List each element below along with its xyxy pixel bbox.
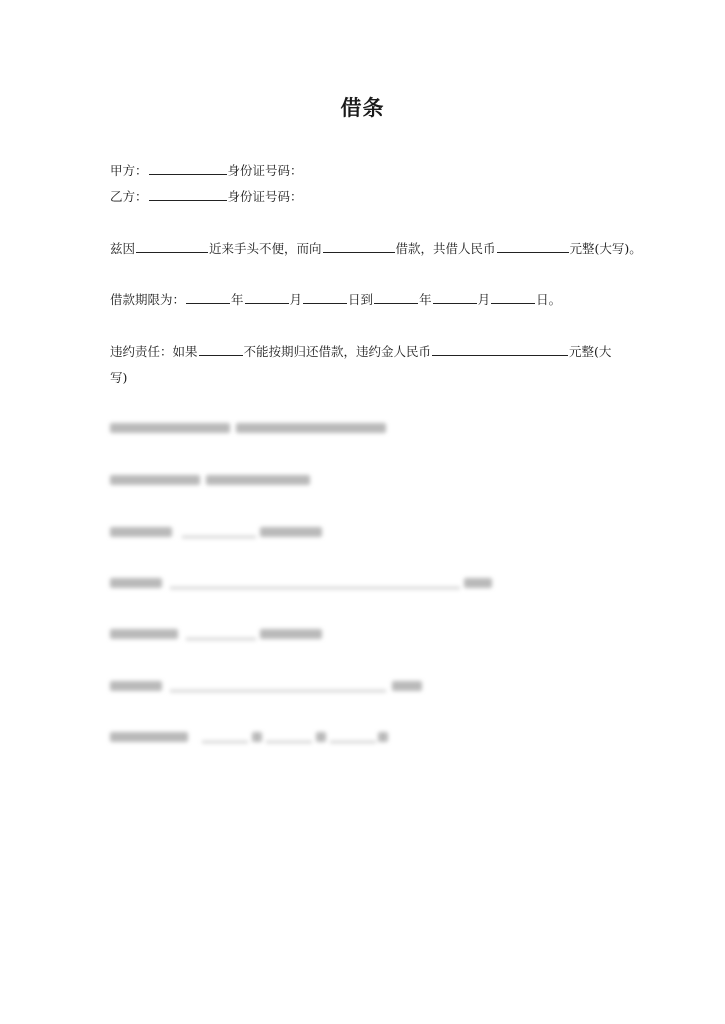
period-end-month-blank[interactable] <box>433 291 477 304</box>
liability-text-2: 不能按期归还借款，违约金人民币 <box>243 344 432 359</box>
reason-text-4: 元整(大写)。 <box>569 241 642 256</box>
period-end-year-blank[interactable] <box>374 291 418 304</box>
liability-wrap-line: 写) <box>110 370 128 385</box>
liability-text-1: 违约责任：如果 <box>110 344 198 359</box>
reason-lender-blank[interactable] <box>323 240 395 253</box>
reason-amount-blank[interactable] <box>497 240 569 253</box>
redacted-line-2 <box>110 472 310 488</box>
period-start-year-blank[interactable] <box>186 291 230 304</box>
redacted-line-1 <box>110 420 390 436</box>
redacted-line-7 <box>110 729 390 745</box>
document-title: 借条 <box>340 95 385 120</box>
reason-text-1: 兹因 <box>110 241 136 256</box>
period-label: 借款期限为： <box>110 292 186 307</box>
party-a-line <box>110 162 303 179</box>
redacted-line-3 <box>110 524 325 540</box>
party-a-name-blank[interactable] <box>149 162 227 175</box>
period-end-day-blank[interactable] <box>491 291 535 304</box>
period-year-text: 年 <box>231 292 244 307</box>
party-a-id-label: 身份证号码： <box>227 163 303 178</box>
period-start-day-blank[interactable] <box>303 291 347 304</box>
liability-amount-blank[interactable] <box>432 343 568 356</box>
period-line <box>110 291 561 308</box>
party-b-line <box>110 188 303 205</box>
reason-line <box>110 240 642 257</box>
period-year2-text: 年 <box>419 292 432 307</box>
period-month-text: 月 <box>289 292 303 307</box>
redacted-line-6 <box>110 678 425 694</box>
period-start-month-blank[interactable] <box>245 291 289 304</box>
period-day-to-text: 日到 <box>348 292 374 307</box>
reason-borrower-blank[interactable] <box>136 240 208 253</box>
period-month2-text: 月 <box>477 292 491 307</box>
liability-line <box>110 343 611 360</box>
liability-party-blank[interactable] <box>199 343 243 356</box>
party-b-id-label: 身份证号码： <box>227 189 303 204</box>
party-a-label: 甲方： <box>110 163 148 178</box>
liability-text-3: 元整(大 <box>569 344 612 359</box>
redacted-line-5 <box>110 626 325 642</box>
redacted-line-4 <box>110 575 495 591</box>
party-b-name-blank[interactable] <box>149 188 227 201</box>
period-day-end-text: 日。 <box>536 292 562 307</box>
reason-text-2: 近来手头不便，而向 <box>209 241 322 256</box>
reason-text-3: 借款，共借人民币 <box>395 241 496 256</box>
party-b-label: 乙方： <box>110 189 148 204</box>
